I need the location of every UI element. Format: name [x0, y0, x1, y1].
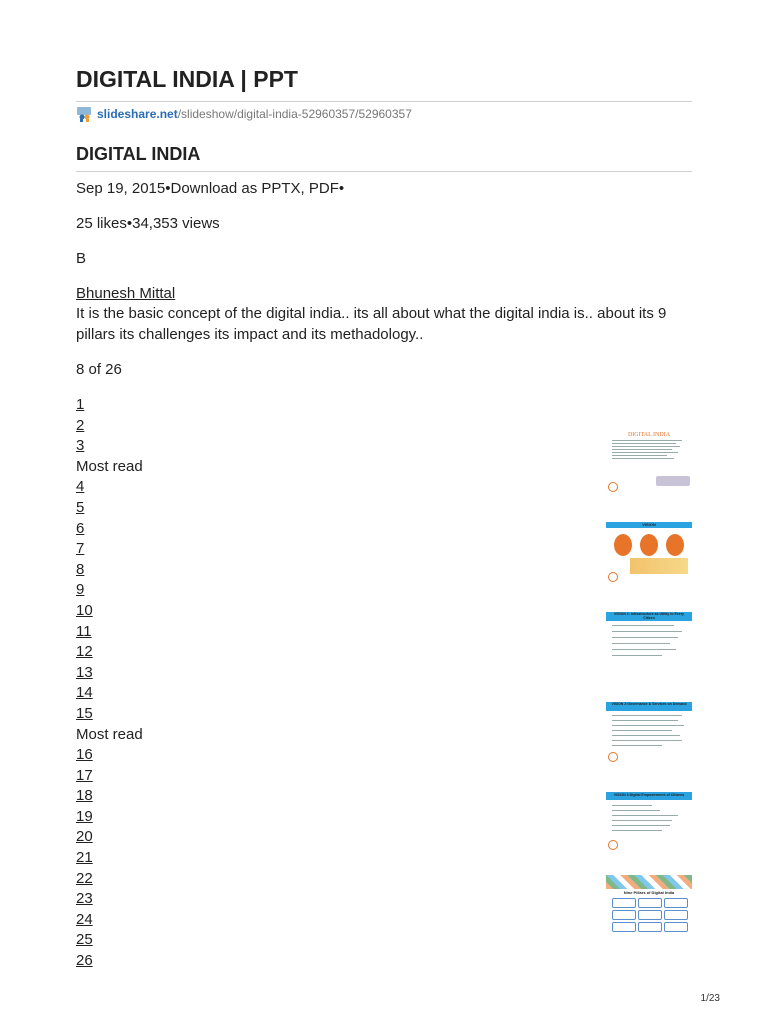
slide-thumbnail-5[interactable] [606, 790, 692, 852]
slide-link-18[interactable]: 18 [76, 787, 93, 805]
source-path[interactable]: /slideshow/digital-india-52960357/52960357 [177, 107, 412, 121]
thumb-title: DIGITAL INDIA [627, 432, 671, 438]
word-cloud-graphic [656, 476, 690, 486]
most-read-label: Most read [76, 725, 143, 743]
slide-photo [630, 558, 688, 574]
slide-link-9[interactable]: 9 [76, 581, 85, 599]
section-heading: DIGITAL INDIA [76, 144, 201, 164]
vision-bubble [640, 534, 658, 556]
slide-link-8[interactable]: 8 [76, 560, 85, 578]
slide-link-13[interactable]: 13 [76, 663, 93, 681]
slideshare-icon [76, 106, 94, 122]
slide-number-list [76, 395, 143, 972]
slide-link-26[interactable]: 26 [76, 952, 93, 970]
slide-link-22[interactable]: 22 [76, 869, 93, 887]
slide-link-15[interactable]: 15 [76, 704, 93, 722]
pillar-box [664, 910, 688, 920]
stats-line: 25 likes•34,353 views [76, 215, 220, 232]
logo-icon [608, 482, 618, 492]
page-number: 1/23 [700, 993, 720, 1004]
author-initial: B [76, 250, 87, 267]
slide-link-6[interactable]: 6 [76, 519, 85, 537]
thumb-title: VISION [642, 522, 656, 527]
slide-link-23[interactable]: 23 [76, 890, 93, 908]
pillar-box [612, 922, 636, 932]
slide-link-7[interactable]: 7 [76, 540, 85, 558]
thumb-title: VISION 1: Infrastructure as Utility to Every Citizen [613, 612, 685, 620]
slide-thumbnail-3[interactable] [606, 610, 692, 672]
pillar-box [638, 910, 662, 920]
slide-link-11[interactable]: 11 [76, 622, 92, 640]
pillar-box [638, 898, 662, 908]
pillar-box [612, 910, 636, 920]
pillar-box [664, 922, 688, 932]
slide-thumbnail-1[interactable] [606, 430, 692, 492]
vision-bubble [666, 534, 684, 556]
source-domain[interactable]: slideshare.net [97, 107, 178, 121]
slide-link-20[interactable]: 20 [76, 828, 93, 846]
thumb-title: VISION 3:Digital Empowerment of Citizens [613, 793, 685, 797]
date-line: Sep 19, 2015•Download as PPTX, PDF• [76, 180, 345, 197]
slide-link-1[interactable]: 1 [76, 396, 85, 413]
description: It is the basic concept of the digital india.. its all about what the digital india is.. about its 9 pillars its challenges its impact and its methadology.. [76, 305, 667, 343]
pillar-box [638, 922, 662, 932]
slide-link-12[interactable]: 12 [76, 643, 93, 661]
slide-link-5[interactable]: 5 [76, 498, 85, 516]
thumb-title: VISION 2:Governance & Services on Demand [611, 702, 687, 706]
slide-link-17[interactable]: 17 [76, 766, 93, 784]
logo-icon [608, 752, 618, 762]
slide-link-2[interactable]: 2 [76, 416, 85, 434]
slide-thumbnail-6[interactable] [606, 875, 692, 937]
slide-link-24[interactable]: 24 [76, 910, 93, 928]
most-read-label: Most read [76, 457, 143, 475]
slide-position: 8 of 26 [76, 361, 122, 378]
logo-icon [608, 840, 618, 850]
slide-thumbnail-4[interactable] [606, 700, 692, 762]
slide-link-10[interactable]: 10 [76, 601, 93, 619]
logo-icon [608, 572, 618, 582]
page-title: DIGITAL INDIA | PPT [76, 66, 298, 92]
slide-link-21[interactable]: 21 [76, 849, 93, 867]
slide-thumbnail-2[interactable] [606, 520, 692, 582]
source-link[interactable] [76, 106, 412, 122]
slide-link-14[interactable]: 14 [76, 684, 93, 702]
slide-link-25[interactable]: 25 [76, 931, 93, 949]
heading-divider [76, 171, 692, 172]
slide-link-16[interactable]: 16 [76, 746, 93, 764]
thumb-title: Nine Pillars of Digital India [623, 890, 675, 895]
title-divider [76, 101, 692, 102]
author-link[interactable]: Bhunesh Mittal [76, 285, 176, 302]
slide-link-4[interactable]: 4 [76, 478, 85, 496]
pillar-box [612, 898, 636, 908]
vision-bubble [614, 534, 632, 556]
banner-graphic [606, 875, 692, 889]
pillar-box [664, 898, 688, 908]
slide-link-3[interactable]: 3 [76, 437, 85, 455]
slide-link-19[interactable]: 19 [76, 807, 93, 825]
